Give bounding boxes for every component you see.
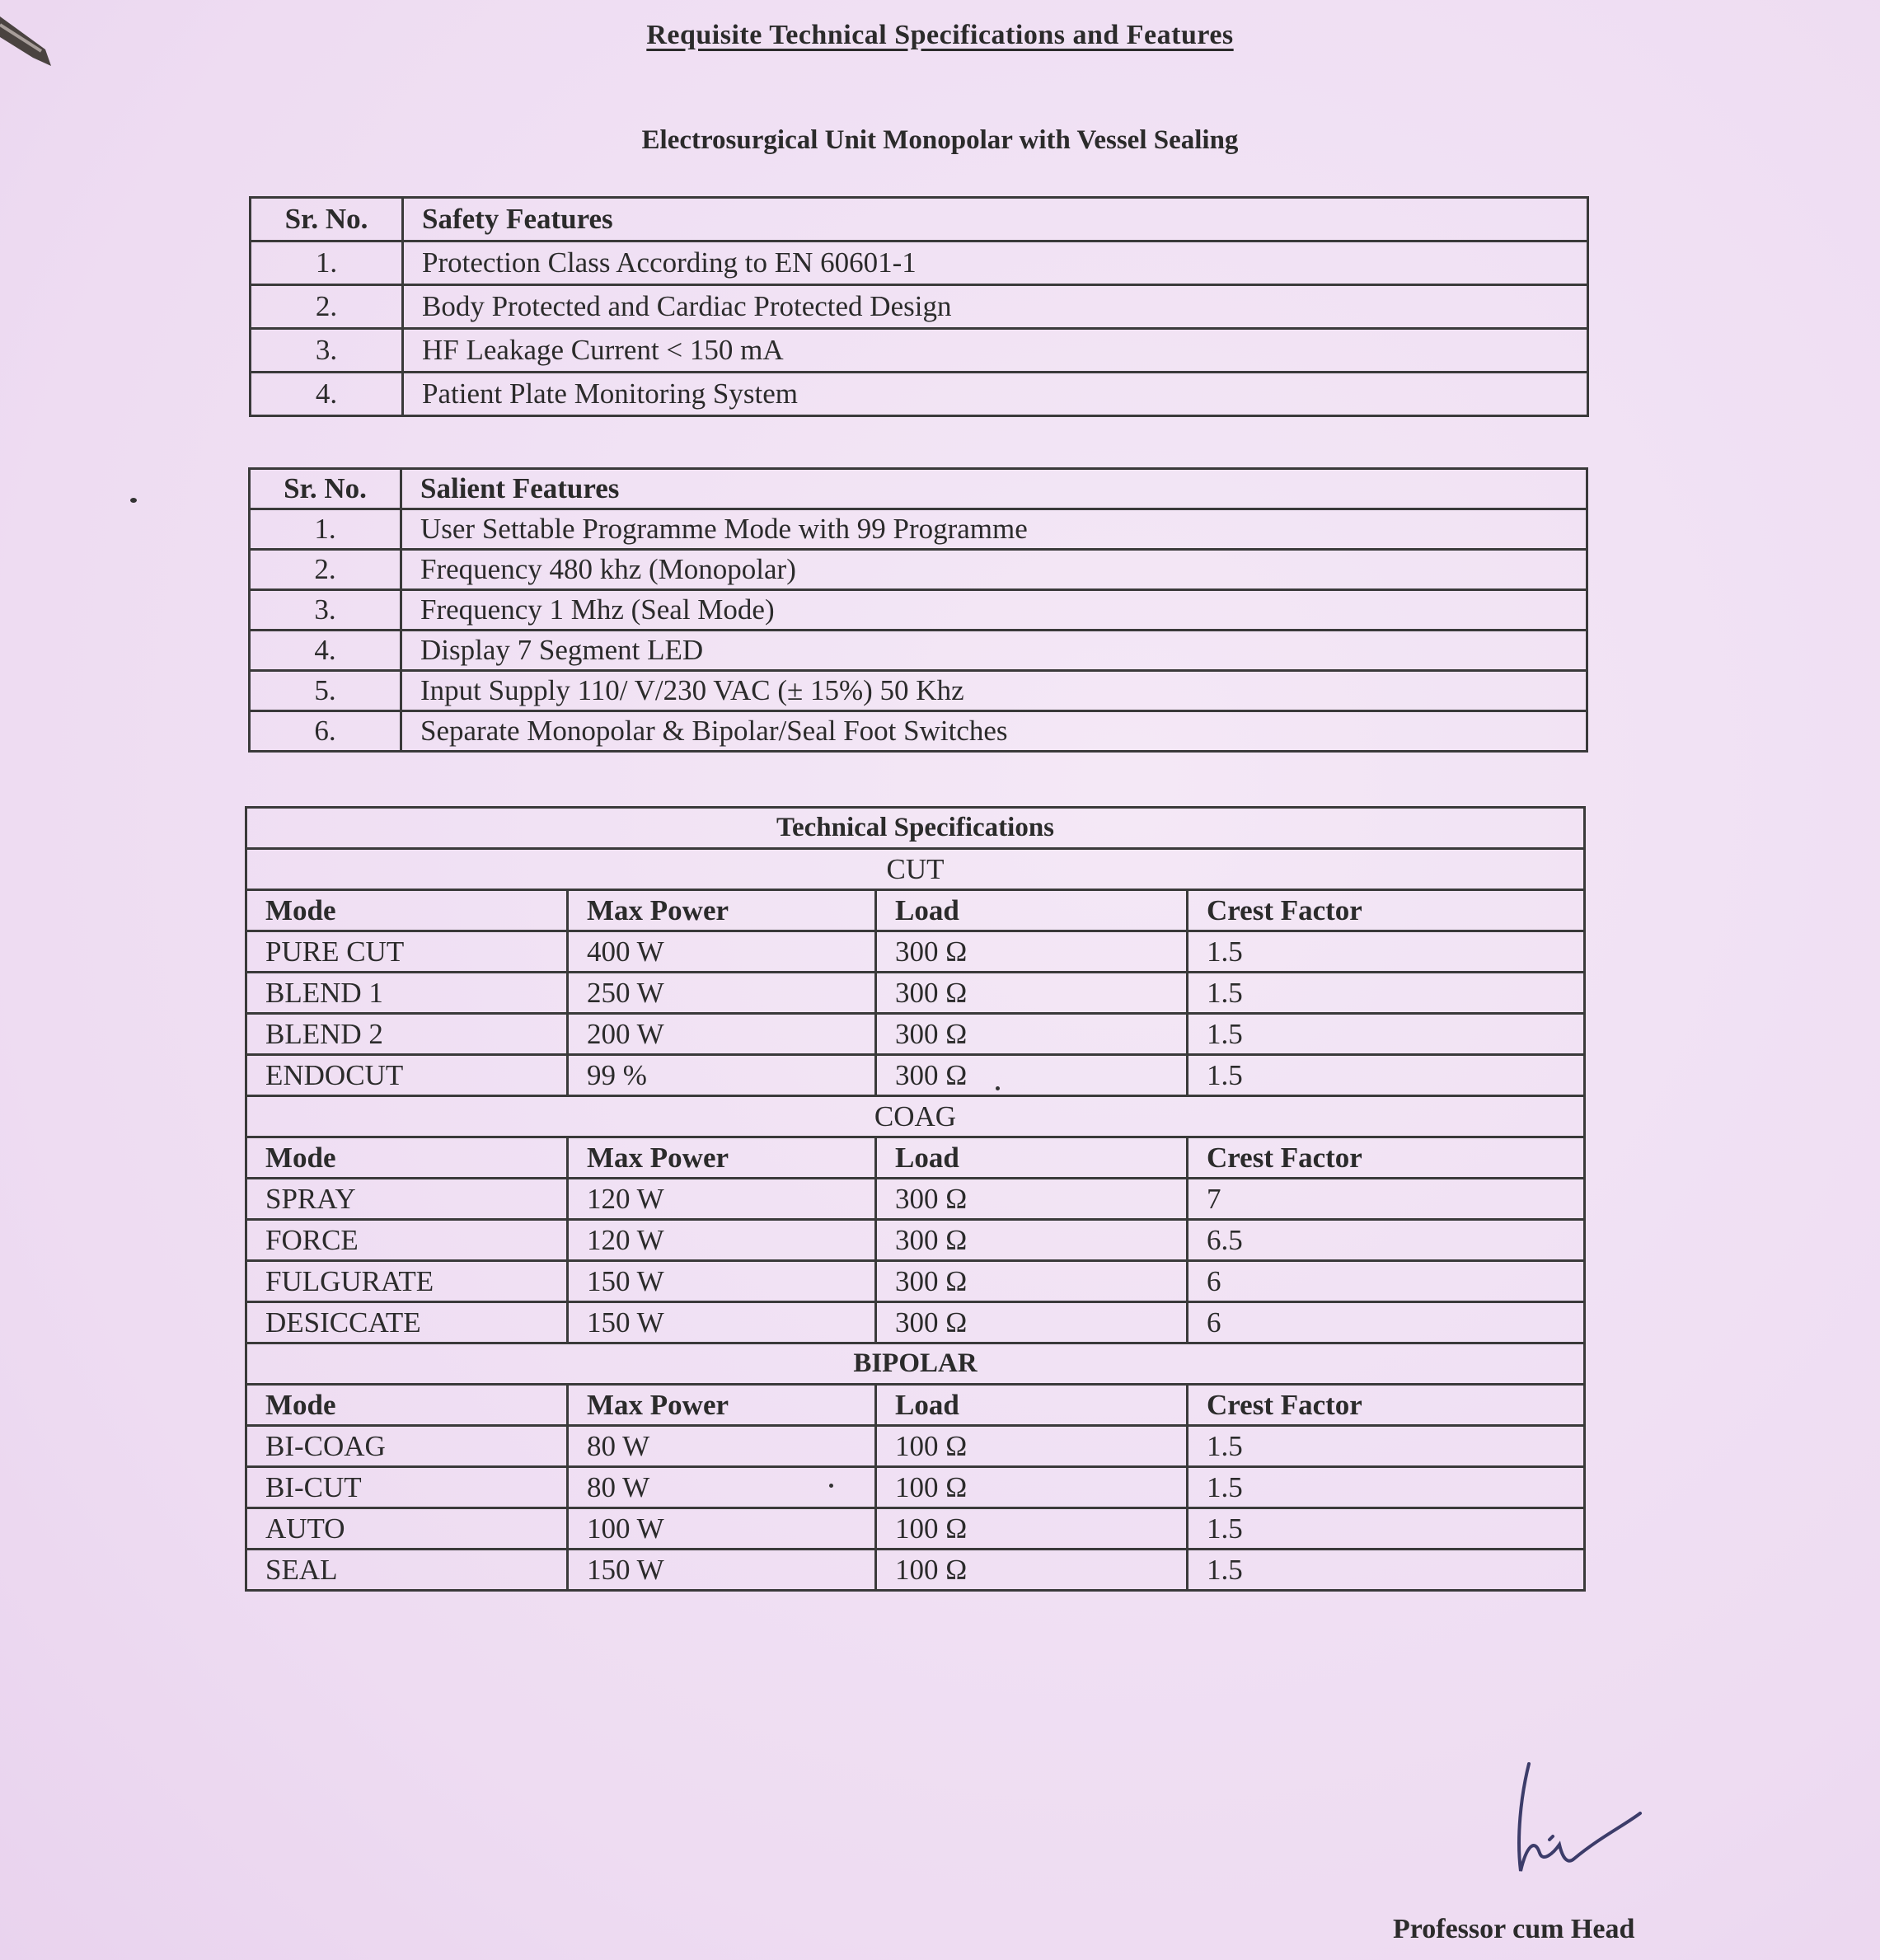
cell-crest-factor: 1.5 [1188, 1426, 1585, 1467]
cell-max-power: 150 W [568, 1261, 876, 1302]
section-header-row [246, 1343, 1585, 1385]
cell-load: 100 Ω [876, 1426, 1188, 1467]
cell-mode: DESICCATE [246, 1302, 568, 1343]
cell-max-power: 150 W [568, 1550, 876, 1591]
signatory-title: Professor cum Head [1393, 1914, 1635, 1944]
table-row [250, 631, 1587, 671]
scan-speck [130, 498, 137, 503]
column-header-mode: Mode [246, 1137, 568, 1179]
table-row [246, 1179, 1585, 1220]
safety-features-table [249, 196, 1589, 417]
cell-load: 300 Ω [876, 973, 1188, 1014]
cell-max-power: 80 W [568, 1467, 876, 1508]
cell-load: 100 Ω [876, 1550, 1188, 1591]
row-number: 1. [250, 509, 401, 550]
table-row [246, 973, 1585, 1014]
cell-crest-factor: 1.5 [1188, 973, 1585, 1014]
row-text: Patient Plate Monitoring System [403, 373, 1588, 416]
column-header-salient-features: Salient Features [401, 469, 1587, 509]
technical-specifications-table [245, 806, 1586, 1592]
column-header-crest-factor: Crest Factor [1188, 1137, 1585, 1179]
cell-mode: AUTO [246, 1508, 568, 1550]
row-number: 2. [250, 550, 401, 590]
column-header-mode: Mode [246, 890, 568, 931]
table-title-row [246, 808, 1585, 849]
cell-max-power: 250 W [568, 973, 876, 1014]
table-row [250, 550, 1587, 590]
cell-crest-factor: 7 [1188, 1179, 1585, 1220]
cell-crest-factor: 6.5 [1188, 1220, 1585, 1261]
column-header-row [246, 1385, 1585, 1426]
cell-max-power: 200 W [568, 1014, 876, 1055]
column-header-sr-no: Sr. No. [251, 198, 403, 241]
row-text: Frequency 480 khz (Monopolar) [401, 550, 1587, 590]
table-row [250, 711, 1587, 752]
row-text: HF Leakage Current < 150 mA [403, 329, 1588, 373]
section-title-bipolar: BIPOLAR [246, 1343, 1585, 1385]
scan-speck [996, 1086, 1000, 1090]
table-row [251, 285, 1588, 329]
column-header-load: Load [876, 1385, 1188, 1426]
table-row [246, 1508, 1585, 1550]
table-row [250, 590, 1587, 631]
table-row [250, 509, 1587, 550]
table-row [246, 931, 1585, 973]
cell-crest-factor: 1.5 [1188, 931, 1585, 973]
cell-load: 300 Ω [876, 1220, 1188, 1261]
cell-crest-factor: 1.5 [1188, 1550, 1585, 1591]
section-title-cut: CUT [246, 849, 1585, 890]
table-row [251, 373, 1588, 416]
cell-load: 300 Ω [876, 931, 1188, 973]
row-number: 3. [251, 329, 403, 373]
row-text: Body Protected and Cardiac Protected Design [403, 285, 1588, 329]
cell-crest-factor: 1.5 [1188, 1467, 1585, 1508]
cell-crest-factor: 1.5 [1188, 1014, 1585, 1055]
row-text: Display 7 Segment LED [401, 631, 1587, 671]
row-number: 5. [250, 671, 401, 711]
column-header-load: Load [876, 1137, 1188, 1179]
table-row [246, 1302, 1585, 1343]
cell-load: 100 Ω [876, 1508, 1188, 1550]
row-number: 4. [251, 373, 403, 416]
table-row [246, 1550, 1585, 1591]
cell-load: 300 Ω [876, 1302, 1188, 1343]
document-title: Requisite Technical Specifications and Features [646, 20, 1234, 50]
column-header-crest-factor: Crest Factor [1188, 1385, 1585, 1426]
column-header-max-power: Max Power [568, 1385, 876, 1426]
cell-max-power: 100 W [568, 1508, 876, 1550]
section-header-row [246, 1096, 1585, 1137]
handwritten-signature-icon [1352, 1747, 1665, 1887]
row-number: 4. [250, 631, 401, 671]
table-row [246, 1014, 1585, 1055]
table-row [246, 1467, 1585, 1508]
section-header-row [246, 849, 1585, 890]
row-number: 1. [251, 241, 403, 285]
cell-load: 300 Ω [876, 1179, 1188, 1220]
column-header-mode: Mode [246, 1385, 568, 1426]
table-title: Technical Specifications [246, 808, 1585, 849]
column-header-row [246, 890, 1585, 931]
cell-crest-factor: 6 [1188, 1261, 1585, 1302]
cell-max-power: 150 W [568, 1302, 876, 1343]
row-number: 6. [250, 711, 401, 752]
cell-mode: PURE CUT [246, 931, 568, 973]
salient-features-table [248, 467, 1588, 753]
cell-load: 300 Ω [876, 1014, 1188, 1055]
column-header-safety-features: Safety Features [403, 198, 1588, 241]
cell-max-power: 400 W [568, 931, 876, 973]
cell-load: 300 Ω [876, 1055, 1188, 1096]
column-header-max-power: Max Power [568, 890, 876, 931]
row-number: 3. [250, 590, 401, 631]
column-header-crest-factor: Crest Factor [1188, 890, 1585, 931]
cell-mode: FULGURATE [246, 1261, 568, 1302]
cell-mode: ENDOCUT [246, 1055, 568, 1096]
table-row [246, 1055, 1585, 1096]
cell-crest-factor: 1.5 [1188, 1055, 1585, 1096]
cell-max-power: 80 W [568, 1426, 876, 1467]
row-text: Frequency 1 Mhz (Seal Mode) [401, 590, 1587, 631]
cell-crest-factor: 6 [1188, 1302, 1585, 1343]
cell-max-power: 99 % [568, 1055, 876, 1096]
cell-mode: FORCE [246, 1220, 568, 1261]
cell-max-power: 120 W [568, 1179, 876, 1220]
row-text: User Settable Programme Mode with 99 Programme [401, 509, 1587, 550]
row-text: Input Supply 110/ V/230 VAC (± 15%) 50 Khz [401, 671, 1587, 711]
scan-speck [829, 1484, 833, 1488]
table-row [251, 241, 1588, 285]
table-row [251, 329, 1588, 373]
table-row [250, 671, 1587, 711]
cell-max-power: 120 W [568, 1220, 876, 1261]
cell-load: 300 Ω [876, 1261, 1188, 1302]
table-row [246, 1261, 1585, 1302]
column-header-row [246, 1137, 1585, 1179]
column-header-max-power: Max Power [568, 1137, 876, 1179]
cell-crest-factor: 1.5 [1188, 1508, 1585, 1550]
cell-load: 100 Ω [876, 1467, 1188, 1508]
table-row [246, 1426, 1585, 1467]
table-header-row [250, 469, 1587, 509]
cell-mode: SPRAY [246, 1179, 568, 1220]
row-text: Separate Monopolar & Bipolar/Seal Foot Switches [401, 711, 1587, 752]
cell-mode: BI-COAG [246, 1426, 568, 1467]
table-header-row [251, 198, 1588, 241]
row-number: 2. [251, 285, 403, 329]
column-header-sr-no: Sr. No. [250, 469, 401, 509]
cell-mode: BLEND 2 [246, 1014, 568, 1055]
column-header-load: Load [876, 890, 1188, 931]
document-subtitle: Electrosurgical Unit Monopolar with Vessel Sealing [641, 125, 1239, 155]
cell-mode: BI-CUT [246, 1467, 568, 1508]
section-title-coag: COAG [246, 1096, 1585, 1137]
cell-mode: SEAL [246, 1550, 568, 1591]
table-row [246, 1220, 1585, 1261]
row-text: Protection Class According to EN 60601-1 [403, 241, 1588, 285]
cell-mode: BLEND 1 [246, 973, 568, 1014]
